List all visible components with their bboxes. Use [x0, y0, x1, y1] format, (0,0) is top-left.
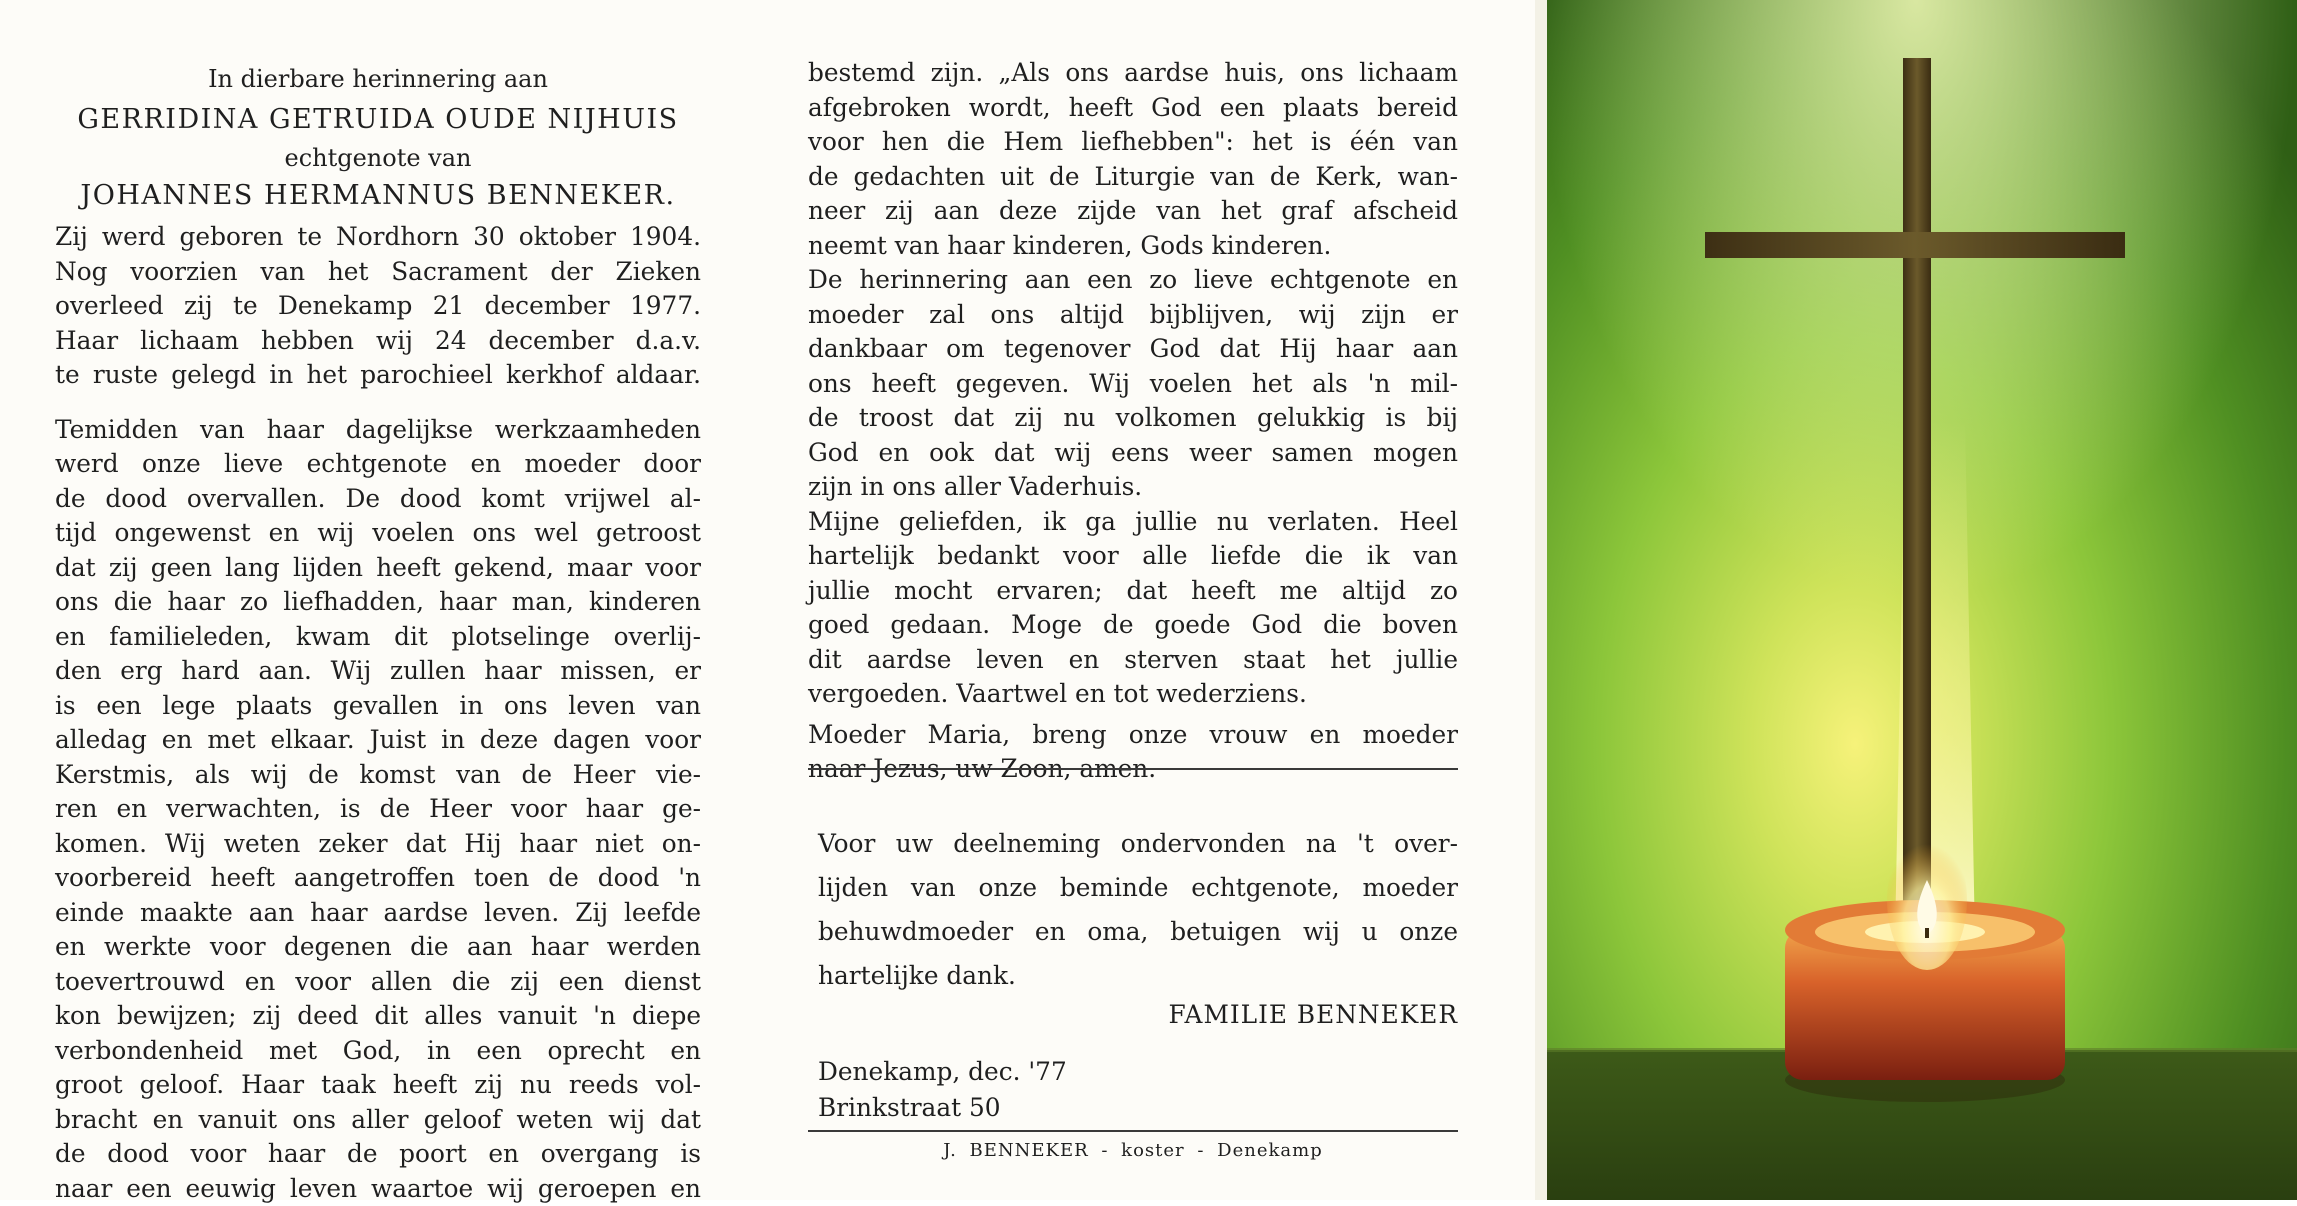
body-line: de gedachten uit de Liturgie van de Kerk, wan-	[808, 160, 1458, 195]
body-line: jullie mocht ervaren; dat heeft me altijd zo	[808, 574, 1458, 609]
body-line: goed gedaan. Moge de goede God die boven	[808, 608, 1458, 643]
body-line: alledag en met elkaar. Juist in deze dagen voor	[55, 723, 701, 758]
body-line: zijn in ons aller Vaderhuis.	[808, 470, 1458, 505]
spouse-name: JOHANNES HERMANNUS BENNEKER.	[55, 176, 701, 216]
thanks-line: Voor uw deelneming ondervonden na 't over-	[818, 822, 1458, 866]
body-line: voorbereid heeft aangetroffen toen de dood 'n	[55, 861, 701, 896]
printer-credit: J. BENNEKER - koster - Denekamp	[808, 1140, 1458, 1161]
body-line: ons die haar zo liefhadden, haar man, kinderen	[55, 585, 701, 620]
body-line: komen. Wij weten zeker dat Hij haar niet on-	[55, 827, 701, 862]
body-line: tijd ongewenst en wij voelen ons wel getroost	[55, 516, 701, 551]
body-line: groot geloof. Haar taak heeft zij nu reeds vol-	[55, 1068, 701, 1103]
bio-line: te ruste gelegd in het parochieel kerkhof aldaar.	[55, 358, 701, 393]
body-line: bestemd zijn. „Als ons aardse huis, ons lichaam	[808, 56, 1458, 91]
body-line: de troost dat zij nu volkomen gelukkig is bij	[808, 401, 1458, 436]
divider-bottom	[808, 1130, 1458, 1132]
intro-line: In dierbare herinnering aan	[55, 62, 701, 96]
body-line: ons heeft gegeven. Wij voelen het als 'n mil-	[808, 367, 1458, 402]
body-line: is een lege plaats gevallen in ons leven van	[55, 689, 701, 724]
prayer-line: Moeder Maria, breng onze vrouw en moeder	[808, 718, 1458, 753]
body-line: dankbaar om tegenover God dat Hij haar aan	[808, 332, 1458, 367]
body-line: bracht en vanuit ons aller geloof weten wij dat	[55, 1103, 701, 1138]
body-line: den erg hard aan. Wij zullen haar missen, er	[55, 654, 701, 689]
place-line: Denekamp, dec. '77	[818, 1054, 1218, 1090]
body-line: afgebroken wordt, heeft God een plaats bereid	[808, 91, 1458, 126]
body-line: de dood voor haar de poort en overgang is	[55, 1137, 701, 1172]
body-line: Kerstmis, als wij de komst van de Heer vie-	[55, 758, 701, 793]
bio-line: Haar lichaam hebben wij 24 december d.a.v.	[55, 324, 701, 359]
body-line: de dood overvallen. De dood komt vrijwel al-	[55, 482, 701, 517]
body-line: Temidden van haar dagelijkse werkzaamheden	[55, 413, 701, 448]
body-line: voor hen die Hem liefhebben": het is één van	[808, 125, 1458, 160]
body-line: toevertrouwd en voor allen die zij een dienst	[55, 965, 701, 1000]
body-line: God en ook dat wij eens weer samen mogen	[808, 436, 1458, 471]
bio-line: Zij werd geboren te Nordhorn 30 oktober 1904.	[55, 220, 701, 255]
body-line: naar een eeuwig leven waartoe wij geroepen en	[55, 1172, 701, 1206]
body-text	[55, 413, 701, 1206]
thanks-block	[818, 822, 1458, 998]
body-line: verbondenheid met God, in een oprecht en	[55, 1034, 701, 1069]
left-column	[55, 62, 701, 1206]
relation-line: echtgenote van	[55, 140, 701, 176]
body-line: werd onze lieve echtgenote en moeder door	[55, 447, 701, 482]
deceased-name: GERRIDINA GETRUIDA OUDE NIJHUIS	[55, 100, 701, 140]
body-line: einde maakte aan haar aardse leven. Zij leefde	[55, 896, 701, 931]
thanks-line: hartelijke dank.	[818, 954, 1458, 998]
middle-column	[808, 56, 1458, 787]
body-line: moeder zal ons altijd bijblijven, wij zijn er	[808, 298, 1458, 333]
cross-candle-photo	[1535, 0, 2297, 1200]
address-line: Brinkstraat 50	[818, 1090, 1218, 1126]
bio-line: overleed zij te Denekamp 21 december 1977.	[55, 289, 701, 324]
divider-top	[808, 768, 1458, 770]
body-line: en familieleden, kwam dit plotselinge overlij-	[55, 620, 701, 655]
body-line: De herinnering aan een zo lieve echtgenote en	[808, 263, 1458, 298]
body-line: neemt van haar kinderen, Gods kinderen.	[808, 229, 1458, 264]
bio-line: Nog voorzien van het Sacrament der Zieken	[55, 255, 701, 290]
family-signature: FAMILIE BENNEKER	[808, 1000, 1458, 1029]
body-line: kon bewijzen; zij deed dit alles vanuit 'n diepe	[55, 999, 701, 1034]
place-address	[818, 1054, 1218, 1126]
body-line: hartelijk bedankt voor alle liefde die ik van	[808, 539, 1458, 574]
body-line: dat zij geen lang lijden heeft gekend, maar voor	[55, 551, 701, 586]
bio-block	[55, 220, 701, 393]
prayer-line: naar Jezus, uw Zoon, amen.	[808, 752, 1458, 787]
cross-candle-image	[1535, 0, 2297, 1200]
thanks-line: lijden van onze beminde echtgenote, moeder	[818, 866, 1458, 910]
body-line: ren en verwachten, is de Heer voor haar ge-	[55, 792, 701, 827]
body-line: dit aardse leven en sterven staat het jullie	[808, 643, 1458, 678]
body-line: vergoeden. Vaartwel en tot wederziens.	[808, 677, 1458, 712]
body-line: en werkte voor degenen die aan haar werden	[55, 930, 701, 965]
body-line: neer zij aan deze zijde van het graf afscheid	[808, 194, 1458, 229]
body-line: Mijne geliefden, ik ga jullie nu verlaten. Heel	[808, 505, 1458, 540]
thanks-line: behuwdmoeder en oma, betuigen wij u onze	[818, 910, 1458, 954]
